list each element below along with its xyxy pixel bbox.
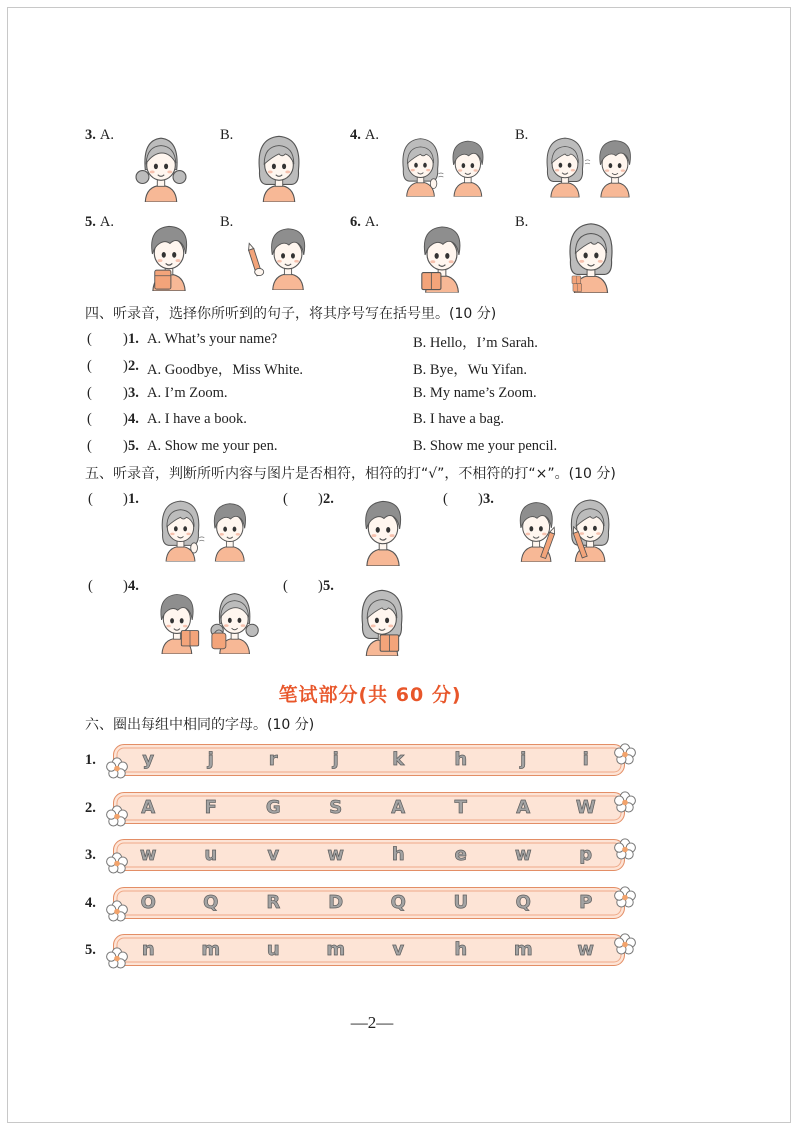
letter: h xyxy=(391,844,405,865)
judge-item-2-label xyxy=(283,491,343,511)
page-number: —2— xyxy=(350,1013,394,1032)
option-b: B. Hello，I’m Sarah. xyxy=(413,335,538,351)
answer-blank-open: ( xyxy=(283,491,288,507)
answer-blank-open: ( xyxy=(87,411,92,427)
answer-blank-open: ( xyxy=(88,578,93,594)
option-a: A. Show me your pen. xyxy=(147,438,278,454)
sentence-choice-row-3 xyxy=(0,385,800,405)
letter: w xyxy=(139,844,157,865)
option-a: A. I have a book. xyxy=(147,411,247,427)
answer-blank-open: ( xyxy=(283,578,288,594)
answer-blank-close: ) xyxy=(318,578,323,594)
letter-row-number: 4. xyxy=(85,895,96,911)
option-b: B. I have a bag. xyxy=(413,411,504,427)
letter: A xyxy=(516,797,531,818)
question-number: 1. xyxy=(128,331,139,347)
girl-bob-hair-icon xyxy=(248,128,310,202)
letter-row-4 xyxy=(113,887,625,919)
answer-blank-open: ( xyxy=(87,438,92,454)
picture-question-5-option-b: B. xyxy=(220,214,234,230)
judge-item-5-label xyxy=(283,578,343,598)
question-number: 3. xyxy=(85,127,96,143)
answer-blank-open: ( xyxy=(87,385,92,401)
letter: k xyxy=(392,749,405,770)
question-number: 5. xyxy=(85,214,96,230)
answer-blank-open: ( xyxy=(88,491,93,507)
boy-with-pencil-box-icon xyxy=(140,215,198,291)
answer-blank-close: ) xyxy=(318,491,323,507)
picture-question-4-label xyxy=(350,127,379,144)
boy-with-book-icon xyxy=(413,215,471,293)
letter: A xyxy=(141,797,156,818)
girl-boy-talking-icon xyxy=(540,128,640,200)
letter: h xyxy=(454,939,468,960)
answer-blank-close: ) xyxy=(123,385,128,401)
question-number: 5. xyxy=(323,578,334,594)
sentence-choice-row-5 xyxy=(0,438,800,458)
judge-item-3-label xyxy=(443,491,503,511)
boy-girl-with-pencils-icon xyxy=(510,492,618,562)
letter: v xyxy=(267,844,280,865)
boy-with-book-girl-with-bag-icon xyxy=(150,584,265,654)
letter: Q xyxy=(515,892,531,913)
option-a: A. I’m Zoom. xyxy=(147,385,228,401)
letter: Q xyxy=(203,892,219,913)
letter-row-5 xyxy=(113,934,625,966)
letter-row-number: 3. xyxy=(85,847,96,863)
letter: j xyxy=(207,749,214,770)
answer-blank-open: ( xyxy=(443,491,448,507)
letter-row-number: 2. xyxy=(85,800,96,816)
option-b: B. Bye，Wu Yifan. xyxy=(413,362,528,378)
section-6-heading: 六、圈出每组中相同的字母。(10 分) xyxy=(85,717,315,733)
letter: R xyxy=(266,892,281,913)
letter: v xyxy=(392,939,405,960)
question-number: 4. xyxy=(350,127,361,143)
letter-row-3 xyxy=(113,839,625,871)
question-number: 2. xyxy=(323,491,334,507)
answer-blank-close: ) xyxy=(123,578,128,594)
letter: j xyxy=(520,749,527,770)
letter: w xyxy=(577,939,595,960)
letter: Q xyxy=(390,892,406,913)
question-number: 4. xyxy=(128,578,139,594)
letter-row-1 xyxy=(113,744,625,776)
letter: n xyxy=(141,939,155,960)
girl-with-book-icon xyxy=(353,582,411,656)
letter: y xyxy=(142,749,155,770)
picture-question-3-label xyxy=(85,127,114,144)
girl-waving-boy-icon xyxy=(396,128,494,200)
option-label: A. xyxy=(99,214,114,230)
option-b: B. Show me your pencil. xyxy=(413,438,558,454)
sentence-choice-row-1 xyxy=(0,331,800,351)
letter: D xyxy=(328,892,344,913)
answer-blank-close: ) xyxy=(123,331,128,347)
boy-with-pencil-icon xyxy=(240,218,318,290)
letter: j xyxy=(332,749,339,770)
letter-row-number: 1. xyxy=(85,752,96,768)
letter: A xyxy=(391,797,406,818)
answer-blank-close: ) xyxy=(123,411,128,427)
girl-waving-boy-icon xyxy=(155,490,257,565)
picture-question-5-label xyxy=(85,214,114,231)
girl-with-books-icon xyxy=(560,215,622,293)
judge-item-4-label xyxy=(88,578,148,598)
letter: i xyxy=(582,749,589,770)
letter: u xyxy=(204,844,218,865)
letter: p xyxy=(579,844,593,865)
sentence-choice-row-2 xyxy=(0,358,800,378)
option-label: A. xyxy=(364,127,379,143)
letter: W xyxy=(575,797,596,818)
girl-pigtails-icon xyxy=(130,128,192,202)
letter: w xyxy=(514,844,532,865)
letter: u xyxy=(266,939,280,960)
question-number: 3. xyxy=(483,491,494,507)
answer-blank-open: ( xyxy=(87,331,92,347)
letter: r xyxy=(268,749,278,770)
sentence-choice-row-4 xyxy=(0,411,800,431)
letter: T xyxy=(454,797,467,818)
section-5-heading: 五、听录音，判断所听内容与图片是否相符，相符的打“√”，不相符的打“×”。(10 分) xyxy=(85,466,616,482)
judge-item-1-label xyxy=(88,491,148,511)
letter: S xyxy=(329,797,343,818)
letter-row-2 xyxy=(113,792,625,824)
answer-blank-close: ) xyxy=(123,438,128,454)
letter: m xyxy=(201,939,221,960)
question-number: 5. xyxy=(128,438,139,454)
letter-group xyxy=(117,840,617,869)
letter: h xyxy=(454,749,468,770)
answer-blank-close: ) xyxy=(123,358,128,374)
question-number: 4. xyxy=(128,411,139,427)
letter: U xyxy=(453,892,469,913)
letter: e xyxy=(454,844,467,865)
letter-row-number: 5. xyxy=(85,942,96,958)
letter: G xyxy=(265,797,281,818)
answer-blank-open: ( xyxy=(87,358,92,374)
letter: m xyxy=(326,939,346,960)
option-b: B. My name’s Zoom. xyxy=(413,385,537,401)
letter: w xyxy=(327,844,345,865)
letter: O xyxy=(140,892,156,913)
letter: F xyxy=(204,797,217,818)
answer-blank-close: ) xyxy=(123,491,128,507)
letter-group xyxy=(117,888,617,917)
option-a: A. Goodbye，Miss White. xyxy=(147,362,304,378)
picture-question-6-option-b: B. xyxy=(515,214,529,230)
option-a: A. What’s your name? xyxy=(147,331,278,347)
written-part-title: 笔试部分(共 60 分) xyxy=(278,684,462,706)
picture-question-3-option-b: B. xyxy=(220,127,234,143)
question-number: 3. xyxy=(128,385,139,401)
question-number: 2. xyxy=(128,358,139,374)
letter: P xyxy=(579,892,593,913)
letter-group xyxy=(117,745,617,774)
letter-group xyxy=(117,793,617,822)
picture-question-6-label xyxy=(350,214,379,231)
picture-question-4-option-b: B. xyxy=(515,127,529,143)
letter-group xyxy=(117,935,617,964)
question-number: 1. xyxy=(128,491,139,507)
boy-portrait-icon xyxy=(353,490,413,566)
answer-blank-close: ) xyxy=(478,491,483,507)
section-4-heading: 四、听录音，选择你所听到的句子，将其序号写在括号里。(10 分) xyxy=(85,306,497,322)
option-label: A. xyxy=(364,214,379,230)
option-label: A. xyxy=(99,127,114,143)
question-number: 6. xyxy=(350,214,361,230)
letter: m xyxy=(513,939,533,960)
